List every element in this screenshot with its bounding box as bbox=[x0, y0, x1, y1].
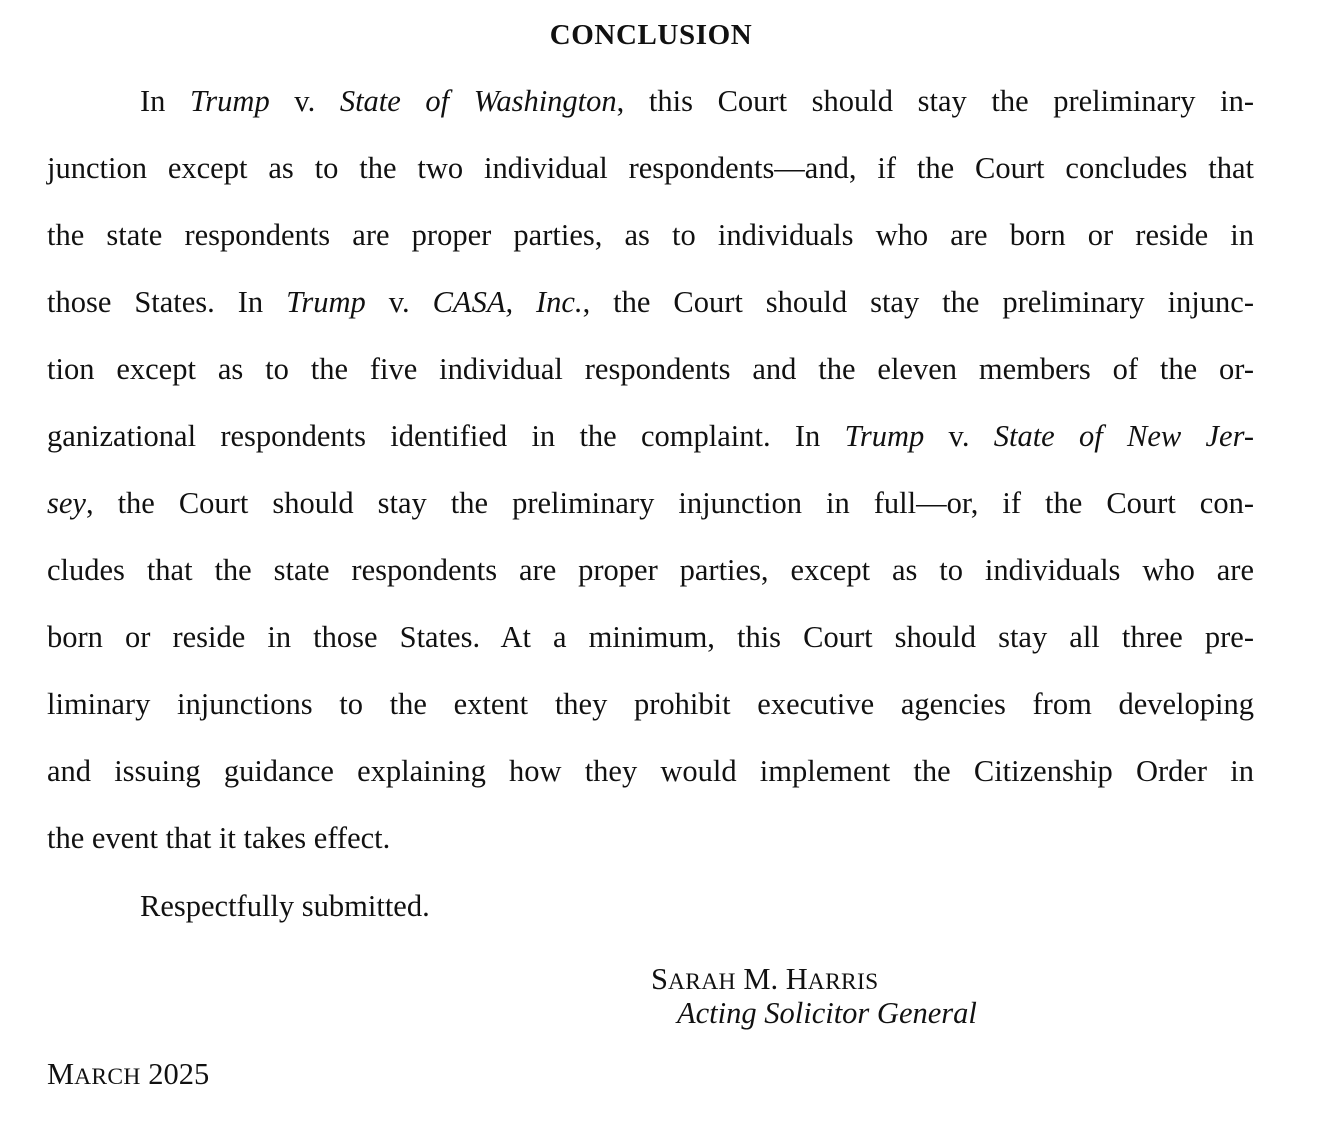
line-text: , the Court should stay the preliminary injunction in full—or, if the Court con- bbox=[85, 486, 1254, 520]
date-month-initial: M bbox=[47, 1057, 75, 1091]
date-year: 2025 bbox=[140, 1057, 210, 1091]
paragraph-line bbox=[47, 148, 1254, 188]
line-text: the event that it takes effect. bbox=[47, 821, 391, 855]
line-text: born or reside in those States. At a minimum, this Court should stay all three pre- bbox=[47, 620, 1254, 654]
section-heading: CONCLUSION bbox=[549, 19, 753, 51]
case-name: sey bbox=[47, 486, 86, 520]
line-text: , this Court should stay the preliminary in- bbox=[616, 84, 1254, 118]
line-text: those States. In bbox=[47, 285, 287, 319]
line-text: ganizational respondents identified in the complaint. In bbox=[47, 419, 845, 453]
line-text: cludes that the state respondents are proper parties, except as to individuals who are bbox=[47, 553, 1254, 587]
case-name: State of Washington bbox=[339, 84, 617, 118]
name-last-initial: H bbox=[785, 962, 808, 996]
name-first-rest: ARAH bbox=[667, 969, 736, 995]
paragraph-line bbox=[47, 818, 1254, 858]
name-first-initial: S bbox=[651, 962, 668, 996]
line-text: liminary injunctions to the extent they prohibit executive agencies from developing bbox=[47, 687, 1254, 721]
paragraph-line bbox=[47, 684, 1254, 724]
closing-line: Respectfully submitted. bbox=[140, 889, 430, 923]
paragraph-line bbox=[47, 215, 1254, 255]
name-last-rest: ARRIS bbox=[807, 969, 879, 995]
case-name: CASA, Inc. bbox=[432, 285, 583, 319]
paragraph-line bbox=[47, 550, 1254, 590]
name-middle: M. bbox=[735, 962, 786, 996]
line-text: and issuing guidance explaining how they would implement the Citizenship Order in bbox=[47, 754, 1254, 788]
paragraph-line bbox=[47, 282, 1254, 322]
case-name: Trump bbox=[844, 419, 925, 453]
paragraph-line bbox=[47, 349, 1254, 389]
line-text: junction except as to the two individual respondents—and, if the Court concludes that bbox=[47, 151, 1254, 185]
line-text: v. bbox=[365, 285, 433, 319]
line-text: v. bbox=[269, 84, 340, 118]
paragraph-line bbox=[47, 617, 1254, 657]
signatory-title bbox=[677, 994, 977, 1032]
paragraph-line bbox=[47, 483, 1254, 523]
signatory-title-text: Acting Solicitor General bbox=[677, 996, 977, 1030]
case-name: State of New Jer- bbox=[993, 419, 1254, 453]
case-name: Trump bbox=[190, 84, 270, 118]
date-month-rest: ARCH bbox=[74, 1064, 141, 1090]
line-text: the state respondents are proper parties, as to individuals who are born or reside in bbox=[47, 218, 1254, 252]
line-text: v. bbox=[924, 419, 994, 453]
paragraph-line bbox=[47, 416, 1254, 456]
document-date bbox=[47, 1055, 209, 1096]
case-name: Trump bbox=[286, 285, 366, 319]
paragraph-line bbox=[47, 751, 1254, 791]
paragraph-line bbox=[140, 81, 1254, 121]
line-text: tion except as to the five individual respondents and the eleven members of the or- bbox=[47, 352, 1254, 386]
line-text: In bbox=[140, 84, 191, 118]
line-text: , the Court should stay the preliminary injunc- bbox=[582, 285, 1254, 319]
